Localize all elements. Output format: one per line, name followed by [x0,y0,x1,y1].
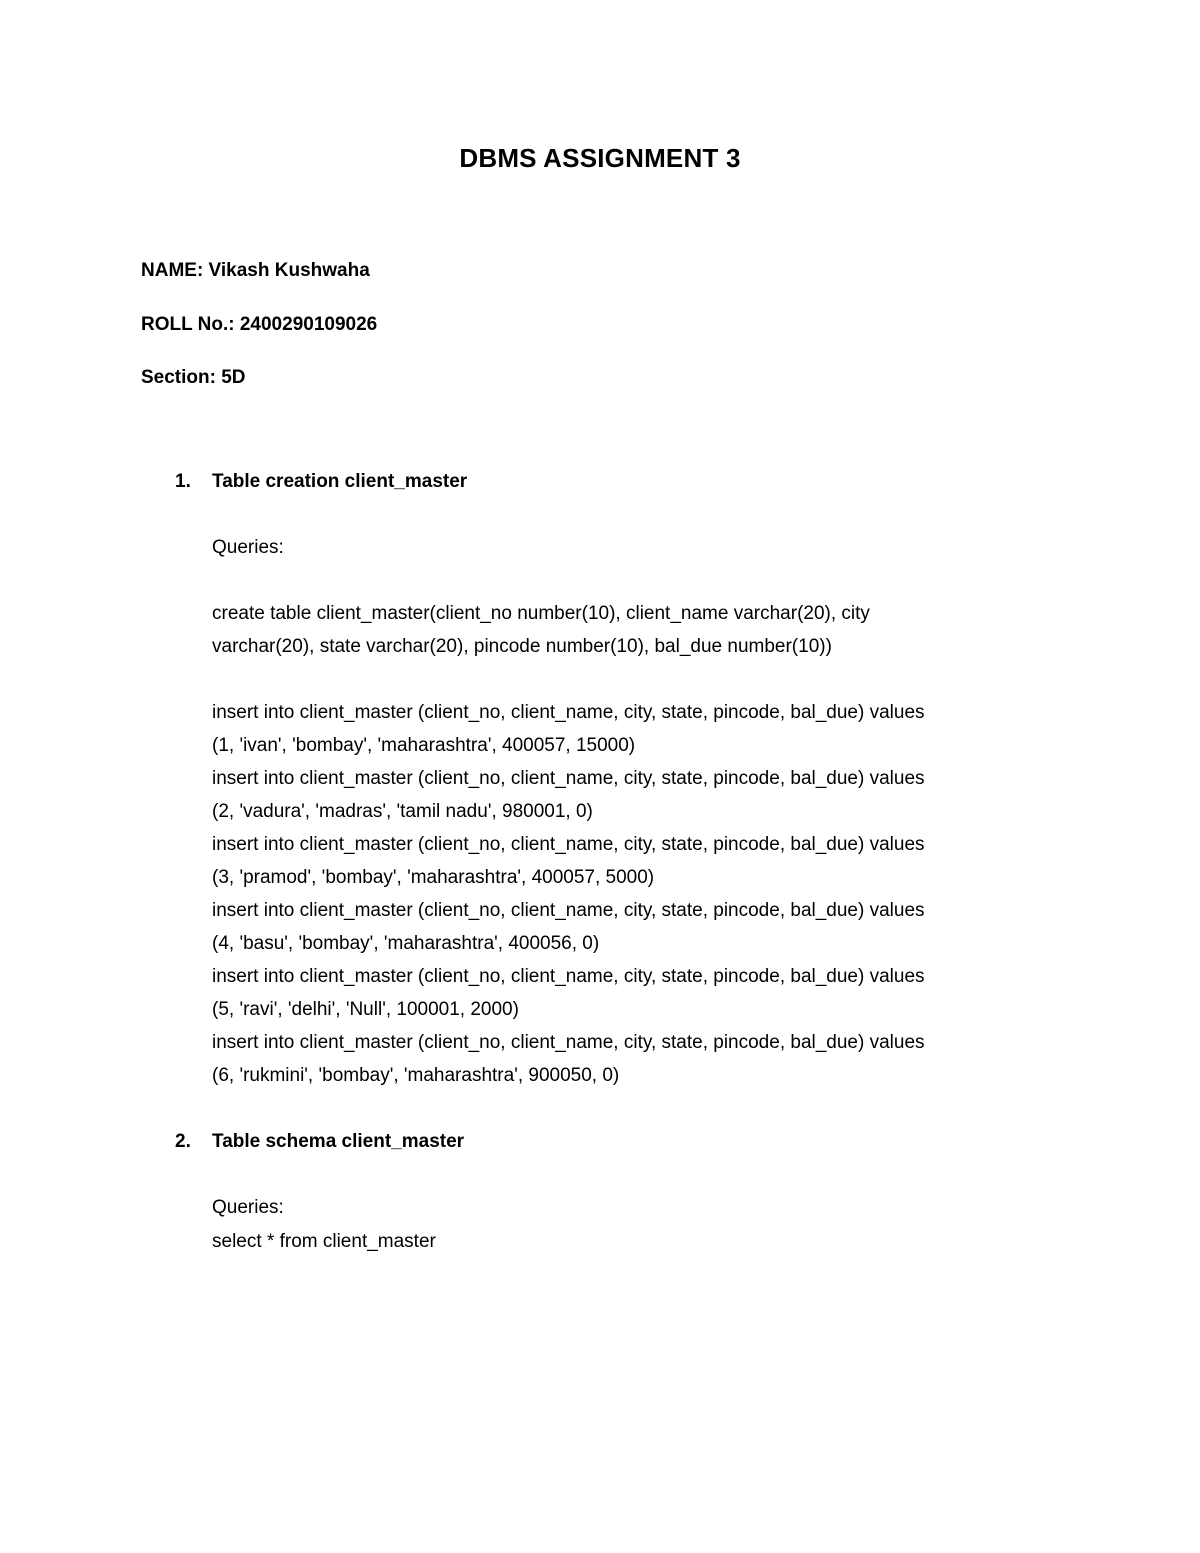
query-line: select * from client_master [212,1231,436,1252]
query-line: (1, 'ivan', 'bombay', 'maharashtra', 400057, 15000) [212,735,636,756]
query-line: (2, 'vadura', 'madras', 'tamil nadu', 980001, 0) [212,801,593,822]
roll-number: ROLL No.: 2400290109026 [141,314,378,335]
query-line: varchar(20), state varchar(20), pincode number(10), bal_due number(10)) [212,636,832,657]
queries-label: Queries: [212,537,284,558]
query-line: create table client_master(client_no number(10), client_name varchar(20), city [212,603,870,624]
query-line: (4, 'basu', 'bombay', 'maharashtra', 400056, 0) [212,933,600,954]
section-info: Section: 5D [141,367,246,388]
section-title: Table schema client_master [212,1131,465,1152]
query-line: (5, 'ravi', 'delhi', 'Null', 100001, 2000) [212,999,519,1020]
student-name: NAME: Vikash Kushwaha [141,260,370,281]
section-heading-2 [175,1131,464,1153]
query-line: insert into client_master (client_no, client_name, city, state, pincode, bal_due) values [212,834,925,855]
query-line: insert into client_master (client_no, client_name, city, state, pincode, bal_due) values [212,1032,925,1053]
query-line: (6, 'rukmini', 'bombay', 'maharashtra', 900050, 0) [212,1065,620,1086]
query-line: insert into client_master (client_no, client_name, city, state, pincode, bal_due) values [212,900,925,921]
query-line: (3, 'pramod', 'bombay', 'maharashtra', 400057, 5000) [212,867,655,888]
queries-label: Queries: [212,1197,284,1218]
section-heading-1 [175,471,467,493]
query-line: insert into client_master (client_no, client_name, city, state, pincode, bal_due) values [212,702,925,723]
query-line: insert into client_master (client_no, client_name, city, state, pincode, bal_due) values [212,966,925,987]
section-number: 2. [175,1131,191,1152]
document-title: DBMS ASSIGNMENT 3 [459,143,741,173]
section-number: 1. [175,471,191,492]
section-title: Table creation client_master [212,471,468,492]
query-line: insert into client_master (client_no, client_name, city, state, pincode, bal_due) values [212,768,925,789]
